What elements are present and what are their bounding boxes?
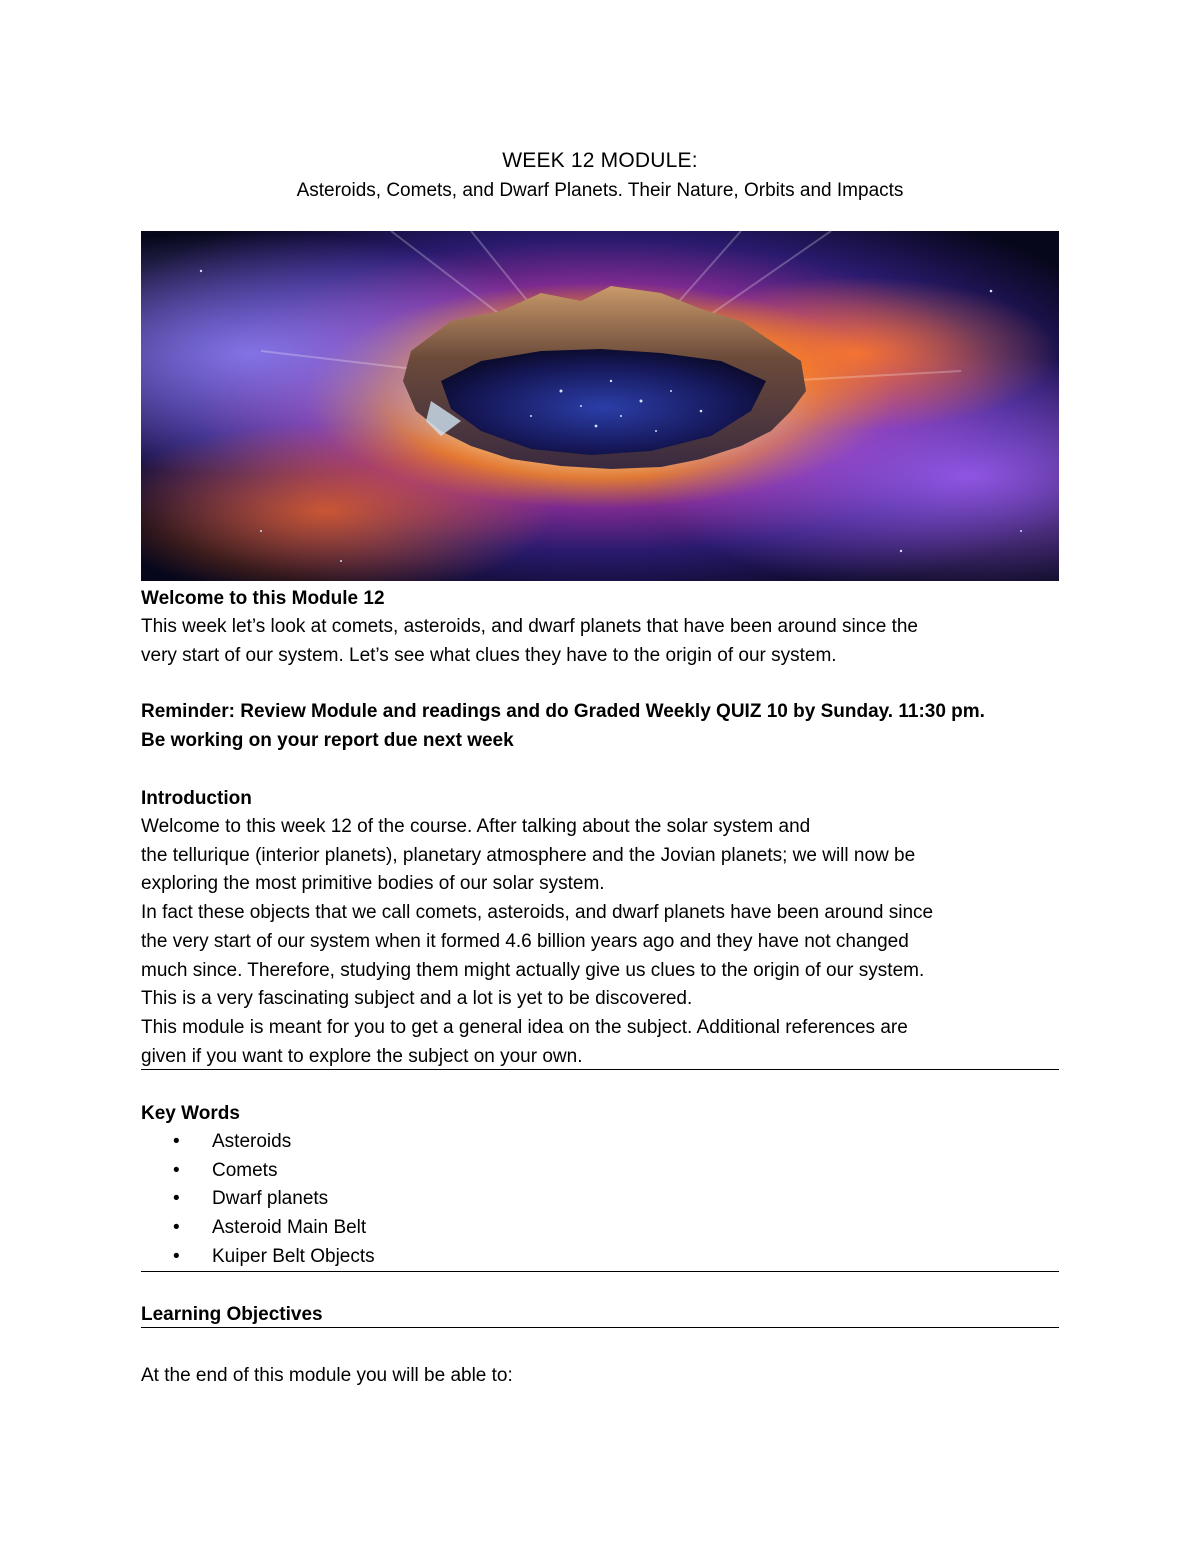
bullet-icon: • bbox=[173, 1159, 180, 1181]
key-words-heading: Key Words bbox=[141, 1103, 240, 1124]
list-item-label: Asteroid Main Belt bbox=[212, 1217, 367, 1239]
list-item bbox=[141, 1128, 1059, 1157]
introduction-line: the tellurique (interior planets), planetary atmosphere and the Jovian planets; we will now be bbox=[141, 844, 916, 866]
list-item-label: Comets bbox=[212, 1159, 278, 1181]
section-divider bbox=[141, 1271, 1059, 1272]
list-item bbox=[141, 1214, 1059, 1243]
introduction-line: given if you want to explore the subject on your own. bbox=[141, 1045, 583, 1067]
asteroid-hero-image bbox=[141, 231, 1059, 581]
bullet-icon: • bbox=[173, 1245, 180, 1267]
introduction-line: This is a very fascinating subject and a lot is yet to be discovered. bbox=[141, 988, 693, 1010]
introduction-line: Welcome to this week 12 of the course. After talking about the solar system and bbox=[141, 816, 811, 837]
list-item-label: Dwarf planets bbox=[212, 1188, 329, 1210]
introduction-heading: Introduction bbox=[141, 788, 252, 809]
list-item-label: Kuiper Belt Objects bbox=[212, 1245, 375, 1267]
learning-objectives-intro: At the end of this module you will be able to: bbox=[141, 1365, 513, 1386]
reminder-paragraph bbox=[141, 697, 1059, 755]
bullet-icon: • bbox=[173, 1188, 180, 1210]
introduction-paragraph bbox=[141, 813, 1059, 1071]
introduction-line: This module is meant for you to get a general idea on the subject. Additional references are bbox=[141, 1016, 908, 1038]
list-item bbox=[141, 1157, 1059, 1186]
welcome-line: very start of our system. Let’s see what clues they have to the origin of our system. bbox=[141, 645, 837, 666]
key-words-list bbox=[141, 1128, 1059, 1272]
list-item-label: Asteroids bbox=[212, 1131, 292, 1152]
introduction-line: In fact these objects that we call comets, asteroids, and dwarf planets have been around since bbox=[141, 902, 934, 924]
welcome-paragraph bbox=[141, 612, 1059, 670]
list-item bbox=[141, 1185, 1059, 1214]
bullet-icon: • bbox=[173, 1217, 180, 1239]
list-item bbox=[141, 1243, 1059, 1272]
welcome-heading: Welcome to this Module 12 bbox=[141, 588, 385, 609]
learning-objectives-heading: Learning Objectives bbox=[141, 1304, 323, 1325]
introduction-line: the very start of our system when it formed 4.6 billion years ago and they have not changed bbox=[141, 930, 909, 952]
section-divider bbox=[141, 1069, 1059, 1070]
welcome-line: This week let’s look at comets, asteroids, and dwarf planets that have been around since the bbox=[141, 616, 918, 637]
page-title: WEEK 12 MODULE: bbox=[502, 149, 698, 172]
page-subtitle: Asteroids, Comets, and Dwarf Planets. Their Nature, Orbits and Impacts bbox=[296, 180, 904, 201]
introduction-line: much since. Therefore, studying them might actually give us clues to the origin of our system. bbox=[141, 959, 925, 981]
reminder-line: Reminder: Review Module and readings and do Graded Weekly QUIZ 10 by Sunday. 11:30 pm. bbox=[141, 701, 985, 722]
introduction-line: exploring the most primitive bodies of our solar system. bbox=[141, 873, 605, 895]
section-divider bbox=[141, 1327, 1059, 1328]
bullet-icon: • bbox=[173, 1131, 180, 1152]
reminder-line: Be working on your report due next week bbox=[141, 730, 514, 751]
